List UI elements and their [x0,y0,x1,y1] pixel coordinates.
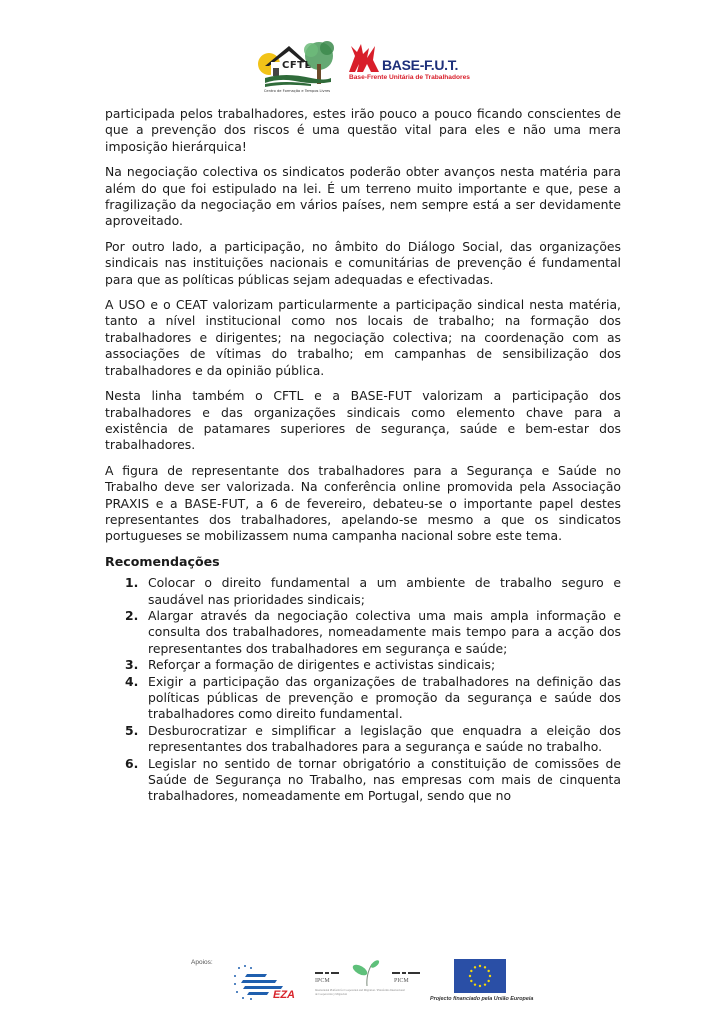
eu-star-icon [469,975,471,977]
eu-star-icon [474,966,476,968]
eu-star-icon [484,983,486,985]
paragraph: Nesta linha também o CFTL e a BASE-FUT valorizam a participação dos trabalhadores e das organizações sindicais como elemento chave para a existência de patamares superiores de segurança, saúde e bem-estar dos trabalhadores. [105,388,621,453]
list-item [105,608,621,657]
eu-logo [430,959,550,1009]
list-number: 1. [125,575,139,591]
list-text: Desburocratizar e simplificar a legislação que enquadra a eleição dos representantes dos trabalhadores para a segurança e saúde no trabalho. [148,722,621,755]
list-text: Alargar através da negociação colectiva uma mais ampla informação e consulta dos trabalhadores, nomeadamente mais tempo para a acção dos representantes dos trabalhadores em segurança e saúde; [148,607,621,656]
paragraph: Na negociação colectiva os sindicatos poderão obter avanços nesta matéria para além do que foi estipulado na lei. É um terreno muito importante e que, pese a fragilização da negociação em vários países, nem sempre está a ser devidamente aproveitado. [105,164,621,229]
basefut-logo [345,42,475,92]
eza-text: EZA [273,989,295,1001]
eza-stripes-icon [233,962,303,1008]
eu-star-icon [479,985,481,987]
eu-caption: Projecto financiado pela União Europeia [430,996,534,1002]
paragraph: A USO e o CEAT valorizam particularmente a participação sindical nesta matéria, tanto a nível institucional como nos locais de trabalho; na formação dos trabalhadores e dirigentes; na negociação colectiva; na coordenação com as associações de vítimas do trabalho; em campanhas de sensibilização dos trabalhadores e da opinião pública. [105,297,621,378]
list-number: 3. [125,657,139,673]
list-item [105,657,621,673]
ipcm-left-text: IPCM [315,978,330,984]
list-item [105,756,621,805]
recommendations-heading: Recomendações [105,553,220,569]
list-number: 4. [125,673,139,689]
list-text: Reforçar a formação de dirigentes e activistas sindicais; [148,657,496,673]
list-number: 2. [125,607,139,623]
eu-flag-icon [454,959,506,993]
list-number: 6. [125,755,139,771]
eza-logo [233,962,303,1008]
basefut-subtitle: Base-Frente Unitária de Trabalhadores [349,74,470,81]
eu-star-icon [470,980,472,982]
recommendations-list [105,575,621,805]
list-text: Legislar no sentido de tornar obrigatório a constituição de comissões de Saúde de Segurança no Trabalho, nas empresas com mais de cinquenta trabalhadores, nomeadamente em Portugal, sendo que no [148,755,621,804]
eu-star-icon [489,975,491,977]
basefut-name: BASE-F.U.T. [382,57,459,73]
apoios-label: Apoios: [191,959,213,966]
list-text: Exigir a participação das organizações de trabalhadores na definição das políticas públicas de prevenção e promoção da segurança e saúde dos trabalhadores como direito fundamental. [148,673,621,722]
eu-star-icon [487,980,489,982]
paragraph: participada pelos trabalhadores, estes irão pouco a pouco ficando conscientes de que a prevenção dos riscos é uma questão vital para eles e não uma mera imposição hierárquica! [105,106,621,154]
list-item [105,723,621,756]
paragraph: A figura de representante dos trabalhadores para a Segurança e Saúde no Trabalho deve ser valorizada. Na conferência online promovida pela Associação PRAXIS e a BASE-FUT, a 6 de fevereiro, debateu-se o importante papel destes representantes dos trabalhadores, apelando-se mesmo a que os sindicatos portugueses se mobilizassem numa campanha nacional sobre este tema. [105,462,621,544]
page-header [0,30,724,105]
cftl-name: CFTL [282,60,312,71]
eu-star-icon [479,965,481,967]
eu-star-icon [470,970,472,972]
basefut-figures-icon [345,42,385,74]
ipcm-subtitle: International Platform for Cooperation and Migration / Plataforma Internacional de Cooperación y Migración [315,989,405,996]
eu-stars-icon [454,959,506,993]
cftl-logo [255,38,339,100]
list-item [105,674,621,723]
cftl-subtitle: Centro de Formação e Tempos Livres [263,89,331,93]
list-item [105,575,621,608]
ipcm-logo [312,958,427,1008]
ipcm-right-text: PICM [394,978,409,984]
eu-star-icon [484,966,486,968]
eu-star-icon [474,983,476,985]
page-footer [0,950,724,1014]
paragraph: Por outro lado, a participação, no âmbito do Diálogo Social, das organizações sindicais nas instituições nacionais e comunitárias de prevenção é fundamental para que as políticas públicas sejam adequadas e efectivadas. [105,238,621,287]
document-body [105,106,621,805]
list-number: 5. [125,722,139,738]
list-text: Colocar o direito fundamental a um ambiente de trabalho seguro e saudável nas prioridades sindicais; [148,575,621,607]
eu-star-icon [487,970,489,972]
